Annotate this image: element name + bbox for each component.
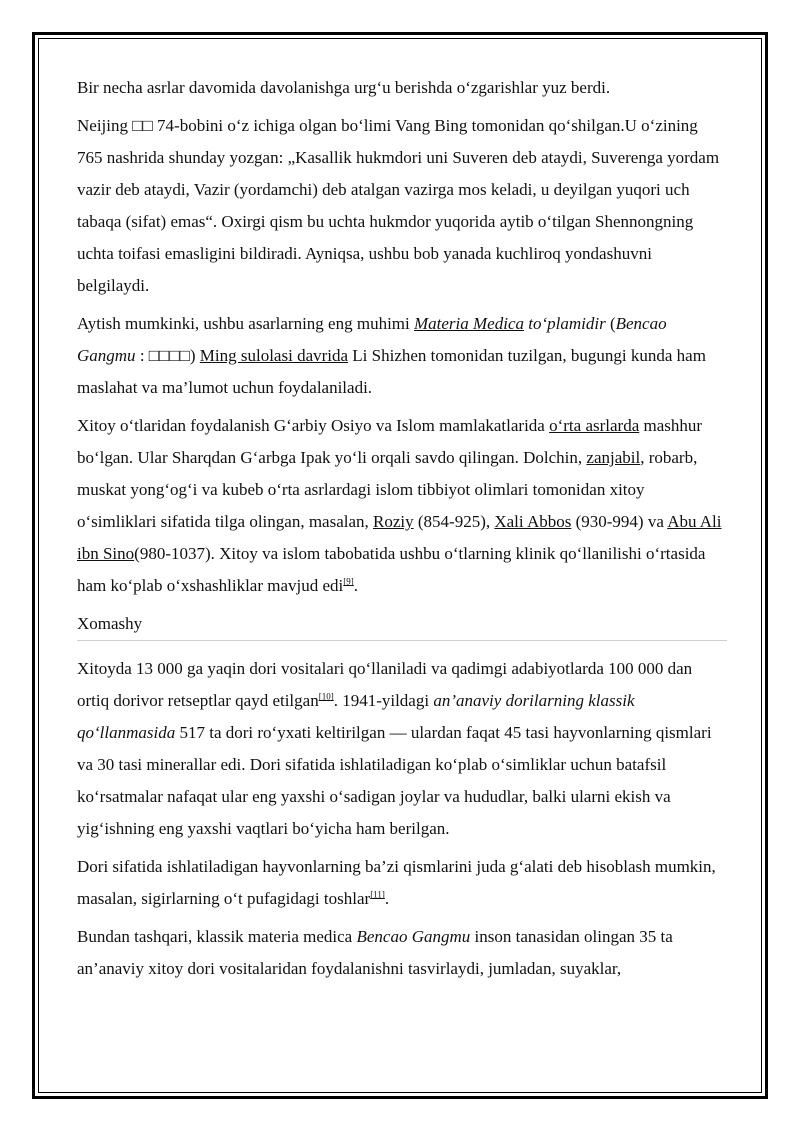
- link-xali-abbos[interactable]: Xali Abbos: [494, 512, 572, 531]
- paragraph-7: [77, 921, 727, 985]
- text-span: (980-1037). Xitoy va islom tabobatida ushbu o‘tlarning klinik qo‘llanilishi o‘rtasida ham ko‘plab o‘xshashliklar mavjud edi: [77, 544, 706, 595]
- link-zanjabil[interactable]: zanjabil: [586, 448, 641, 467]
- link-roziy[interactable]: Roziy: [373, 512, 414, 531]
- paragraph-4: [77, 410, 727, 602]
- text-span: 517 ta dori ro‘yxati keltirilgan — ulardan faqat 45 tasi hayvonlarning qismlari va 30 tasi minerallar edi. Dori sifatida ishlatiladigan ko‘plab o‘simliklar uchun batafsil ko‘rsatmalar nafaqat ular eng yaxshi o‘sadigan joylar va hududlar, balki ularni ekish va yig‘ishning eng yaxshi vaqtlari bo‘yicha ham berilgan.: [77, 723, 712, 838]
- text-span: Dori sifatida ishlatiladigan hayvonlarning ba’zi qismlarini juda g‘alati deb hisoblash mumkin, masalan, sigirlarning o‘t pufagidagi toshlar: [77, 857, 716, 908]
- paragraph-1: Bir necha asrlar davomida davolanishga urg‘u berishda o‘zgarishlar yuz berdi.: [77, 78, 611, 97]
- document-body: [77, 72, 727, 991]
- link-ming-dynasty[interactable]: Ming sulolasi davrida: [199, 346, 349, 365]
- paragraph-3: [77, 308, 727, 404]
- bencao-gangmu-title: Bencao Gangmu: [77, 314, 667, 365]
- text-span: Xitoy o‘tlaridan foydalanish G‘arbiy Osiyo va Islom mamlakatlarida: [77, 416, 550, 435]
- link-materia-medica[interactable]: Materia Medica: [414, 314, 524, 333]
- text-span: to‘plamidir: [524, 314, 606, 333]
- classic-manual-title: an’anaviy dorilarning klassik qo‘llanmasida: [77, 691, 635, 742]
- reference-11[interactable]: [11]: [370, 889, 385, 900]
- text-span: .: [353, 576, 359, 595]
- heading-divider: [77, 640, 727, 641]
- text-span: Bundan tashqari, klassik materia medica: [77, 927, 357, 946]
- text-span: (854-925),: [413, 512, 495, 531]
- text-span: .: [384, 889, 390, 908]
- link-middle-ages[interactable]: o‘rta asrlarda: [549, 416, 640, 435]
- text-span: Xitoyda 13 000 ga yaqin dori vositalari qo‘llaniladi va qadimgi adabiyotlarda 100 000 dan ortiq dorivor retseptlar qayd etilgan: [77, 659, 693, 710]
- reference-9[interactable]: [9]: [343, 576, 354, 587]
- paragraph-5: [77, 653, 727, 845]
- section-heading: Xomashy: [77, 614, 143, 633]
- text-span: mashhur bo‘lgan. Ular Sharqdan G‘arbga Ipak yo‘li orqali savdo qilingan. Dolchin,: [77, 416, 703, 467]
- text-span: inson tanasidan olingan 35 ta an’anaviy xitoy dori vositalaridan foydalanishni tasvirlaydi, jumladan, suyaklar,: [77, 927, 673, 978]
- paragraph-2: Neijing □□ 74-bobini o‘z ichiga olgan bo‘limi Vang Bing tomonidan qo‘shilgan.U o‘zining 765 nashrida shunday yozgan: „Kasallik hukmdori uni Suveren deb ataydi, Suverenga yordam vazir deb ataydi, Vazir (yordamchi) deb atalgan vazirga mos keladi, u deyilgan yuqori uch tabaqa (sifat) emas“. Oxirgi qism bu uchta hukmdor yuqorida aytib o‘tilgan Shennongning uchta toifasi emasligini bildiradi. Ayniqsa, ushbu bob yanada kuchliroq yondashuvni belgilaydi.: [77, 116, 720, 295]
- text-span: : □□□□): [135, 346, 200, 365]
- text-span: , robarb, muskat yong‘og‘i va kubeb o‘rta asrlardagi islom tibbiyot olimlari tomonidan xitoy o‘simliklari sifatida tilga olingan, masalan,: [77, 448, 698, 531]
- text-span: . 1941-yildagi: [333, 691, 434, 710]
- paragraph-6: [77, 851, 727, 915]
- bencao-gangmu-title: Bencao Gangmu: [356, 927, 471, 946]
- link-abu-ali-ibn-sino[interactable]: Abu Ali ibn Sino: [77, 512, 722, 563]
- text-span: Aytish mumkinki, ushbu asarlarning eng muhimi: [77, 314, 414, 333]
- text-span: (930-994) va: [571, 512, 668, 531]
- reference-10[interactable]: [10]: [318, 691, 334, 702]
- text-span: Li Shizhen tomonidan tuzilgan, bugungi kunda ham maslahat va ma’lumot uchun foydalaniladi.: [77, 346, 706, 397]
- text-span: (: [605, 314, 616, 333]
